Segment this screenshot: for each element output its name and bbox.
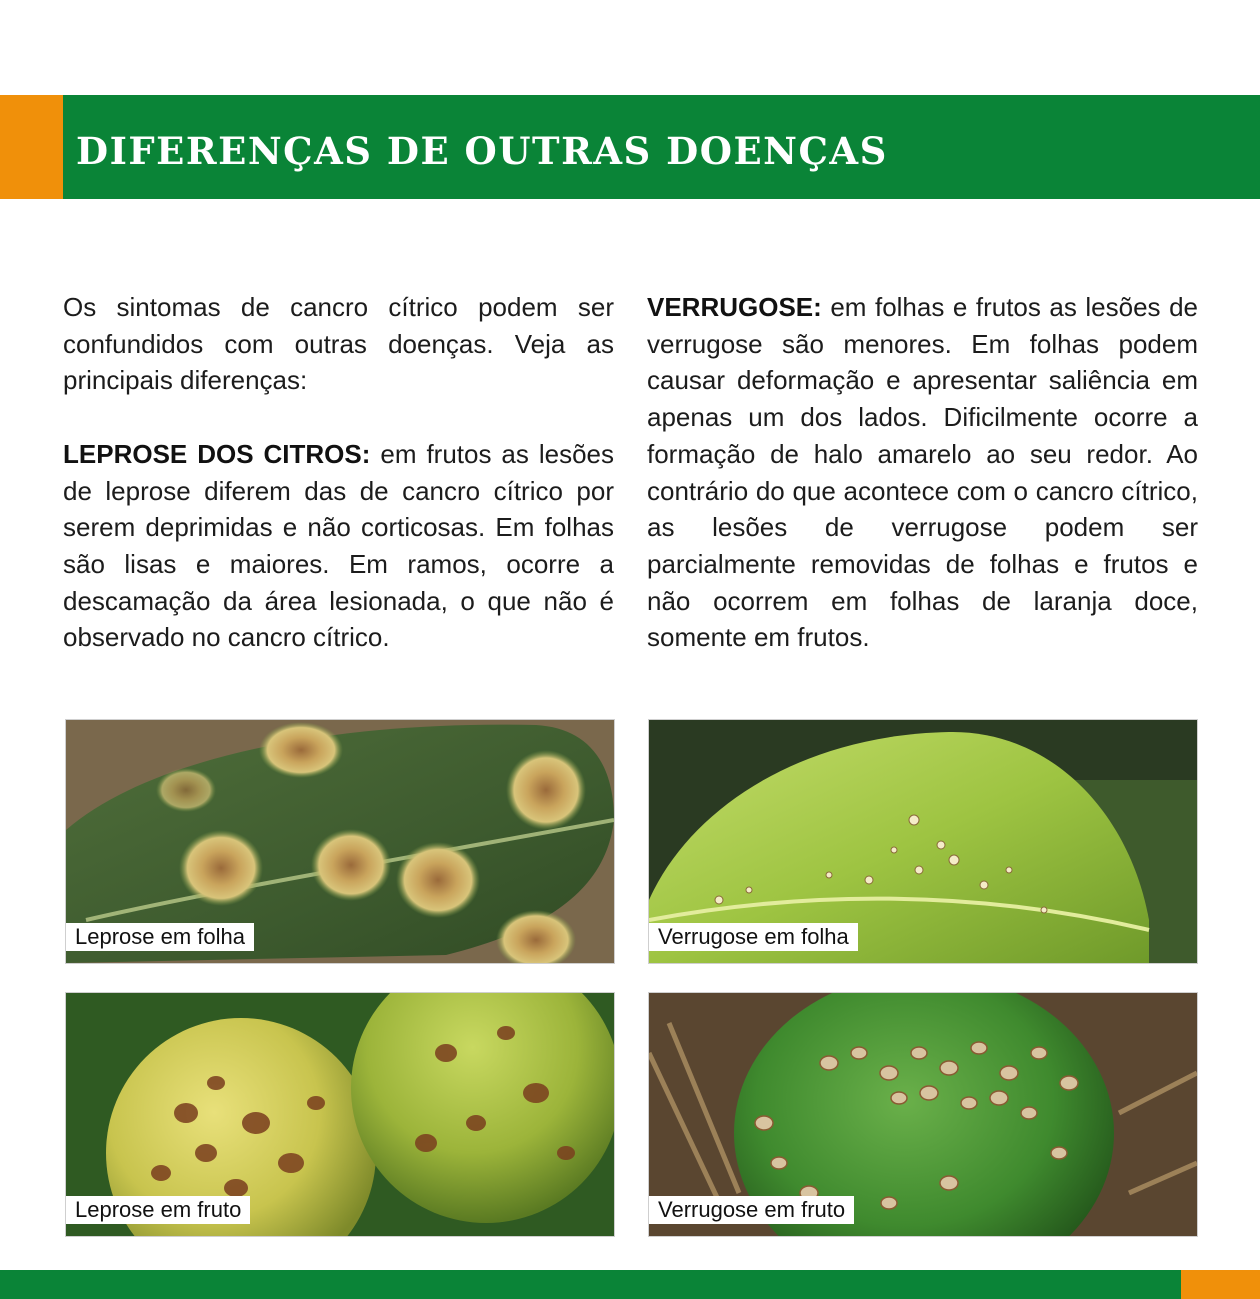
photo-verrugose-leaf — [648, 719, 1198, 964]
footer-bar — [0, 1270, 1260, 1299]
verrugose-description: em folhas e frutos as lesões de verrugose são menores. Em folhas podem causar deformação e apresentar saliência em apenas um dos lados. Dificilmente ocorre a formação de halo amarelo ao seu redor. Ao contrário do que acontece com o cancro cítrico, as lesões de verrugose podem ser parcialmente removidas de folhas e frutos e não ocorrem em folhas de laranja doce, somente em frutos. — [647, 292, 1198, 653]
caption-verrugose-leaf: Verrugose em folha — [649, 923, 858, 951]
photo-verrugose-fruit — [648, 992, 1198, 1237]
photo-leprose-fruit — [65, 992, 615, 1237]
photo-leprose-leaf — [65, 719, 615, 964]
leprose-term: LEPROSE DOS CITROS: — [63, 438, 371, 469]
verrugose-term: VERRUGOSE: — [647, 292, 822, 322]
verrugose-paragraph — [647, 289, 1198, 656]
leprose-paragraph — [63, 436, 614, 656]
page-title: DIFERENÇAS DE OUTRAS DOENÇAS — [76, 129, 888, 173]
intro-paragraph: Os sintomas de cancro cítrico podem ser confundidos com outras doenças. Veja as principais diferenças: — [63, 292, 614, 396]
leprose-description: em frutos as lesões de leprose diferem das de cancro cítrico por serem deprimidas e não corticosas. Em folhas são lisas e maiores. Em ramos, ocorre a descamação da área lesionada, o que não é observado no cancro cítrico. — [63, 438, 615, 653]
footer-accent — [1181, 1270, 1260, 1299]
caption-verrugose-fruit: Verrugose em fruto — [649, 1196, 854, 1224]
caption-leprose-leaf: Leprose em folha — [66, 923, 254, 951]
header-accent — [0, 95, 63, 199]
left-text-column — [63, 289, 614, 656]
caption-leprose-fruit: Leprose em fruto — [66, 1196, 250, 1224]
right-text-column — [647, 289, 1198, 656]
